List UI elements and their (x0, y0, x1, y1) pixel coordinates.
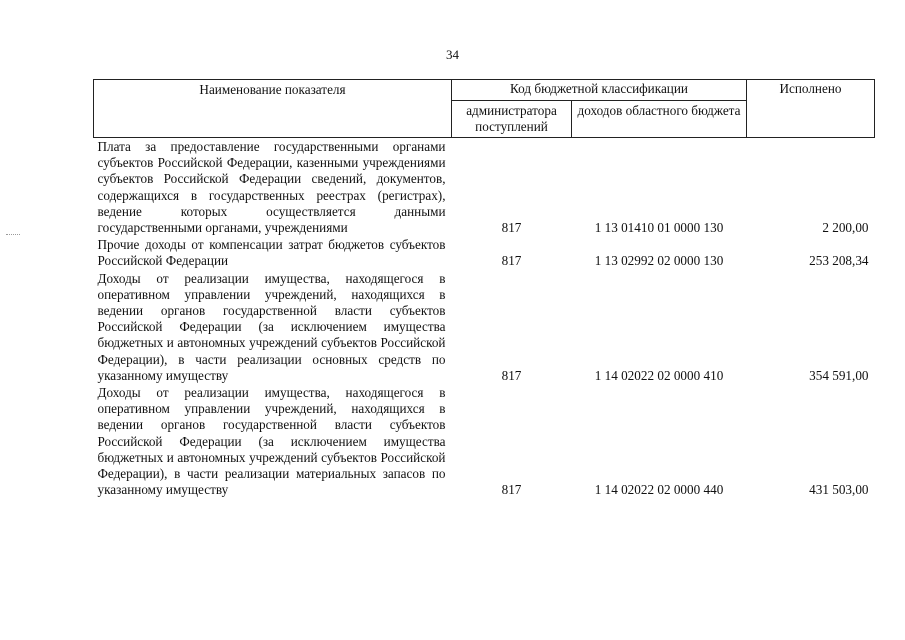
header-admin: администратора поступлений (452, 101, 572, 138)
row-name: Плата за предоставление государственными органами субъектов Российской Федерации, казенными учреждениями субъектов Российской Федерации сведений, документов, содержащихся в государственных реестрах (регистрах), ведение которых осуществляется данными государственными органами, учреждениями (97, 139, 446, 236)
header-done: Исполнено (747, 80, 875, 138)
header-code-group: Код бюджетной классификации (452, 80, 747, 101)
row-admin-code: 817 (501, 253, 522, 269)
header-row-top (94, 80, 875, 101)
row-executed: 431 503,00 (809, 482, 869, 498)
table-row (94, 138, 875, 237)
revenue-table (93, 79, 875, 498)
row-admin-code: 817 (501, 220, 522, 236)
row-admin-code: 817 (501, 367, 522, 383)
table-header (94, 80, 875, 138)
table-body (94, 138, 875, 499)
header-name: Наименование показателя (94, 80, 452, 138)
row-name: Прочие доходы от компенсации затрат бюджетов субъектов Российской Федерации (97, 237, 446, 269)
row-income-code: 1 14 02022 02 0000 440 (594, 482, 724, 498)
margin-mark (6, 234, 20, 236)
table-row (94, 270, 875, 384)
row-income-code: 1 13 02992 02 0000 130 (594, 253, 724, 269)
row-executed: 354 591,00 (809, 367, 869, 383)
row-admin-code: 817 (501, 482, 522, 498)
row-name: Доходы от реализации имущества, находящегося в оперативном управлении учреждений, находящихся в ведении органов государственной власти субъектов Российской Федерации (за исключением имущества бюджетных и автономных учреждений субъектов Российской Федерации), в части реализации материальных запасов по указанному имуществу (97, 385, 446, 498)
header-income: доходов областного бюджета (572, 101, 747, 138)
row-income-code: 1 14 02022 02 0000 410 (594, 367, 724, 383)
table-row (94, 384, 875, 498)
table-row (94, 236, 875, 269)
row-executed: 253 208,34 (809, 253, 869, 269)
row-name: Доходы от реализации имущества, находящегося в оперативном управлении учреждений, находящихся в ведении органов государственной власти субъектов Российской Федерации (за исключением имущества бюджетных и автономных учреждений субъектов Российской Федерации), в части реализации основных средств по указанному имуществу (97, 270, 446, 383)
row-income-code: 1 13 01410 01 0000 130 (594, 220, 724, 236)
page-number: 34 (446, 47, 459, 62)
row-executed: 2 200,00 (822, 220, 869, 236)
